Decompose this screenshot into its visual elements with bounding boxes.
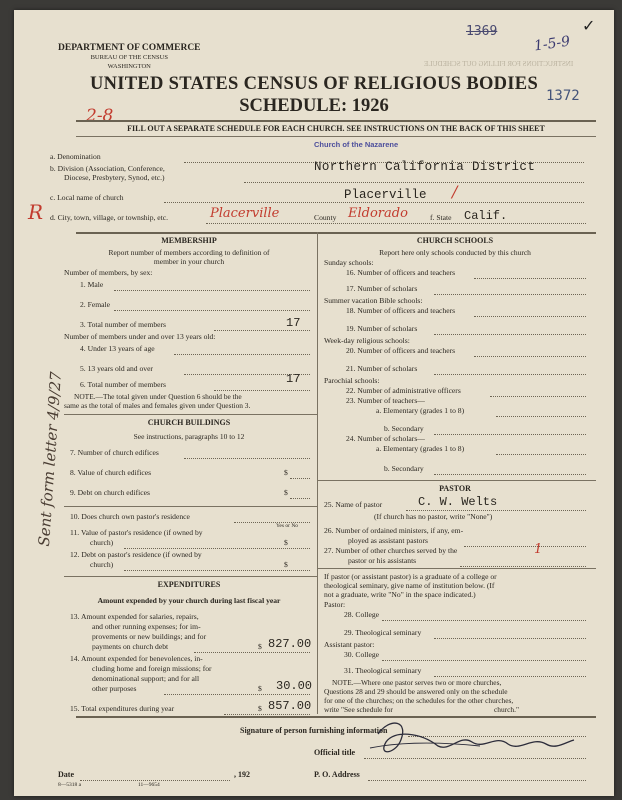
state-value: Calif. (464, 209, 508, 223)
q28-label: 28. College (344, 610, 380, 619)
margin-handwritten-note: Sent form letter 4/9/27 (34, 370, 66, 548)
q25-value: C. W. Welts (418, 495, 498, 509)
official-title-label: Official title (314, 748, 356, 757)
rule-sections (76, 232, 596, 234)
q16-label: 16. Number of officers and teachers (346, 268, 456, 277)
denomination-label: a. Denomination (50, 152, 101, 161)
graduate-note-1: If pastor (or assistant pastor) is a graduate of a college or (324, 572, 497, 581)
graduate-note-3: not a graduate, write "No" in the space indicated.) (324, 590, 476, 599)
membership-sub2: member in your church (153, 257, 225, 266)
yes-or-no: Yes or No (276, 523, 299, 529)
q27-label-a: 27. Number of other churches served by the (324, 546, 458, 555)
q11-label-a: 11. Value of pastor's residence (if owned by (70, 528, 203, 537)
buildings-sub: See instructions, paragraphs 10 to 12 (133, 432, 245, 441)
handwritten-date: 1-5-9 (533, 33, 572, 55)
q1-label: 1. Male (80, 280, 104, 289)
summer-schools: Summer vacation Bible schools: (324, 296, 423, 305)
ghost-header-text: INSTRUCTIONS FOR FILLING OUT SCHEDULE (424, 60, 574, 68)
q18-line (474, 316, 586, 317)
q10-label: 10. Does church own pastor's residence (70, 512, 190, 521)
q14-label-c: denominational support; and for all (92, 674, 200, 683)
church-name-label: c. Local name of church (50, 193, 124, 202)
q15-label: 15. Total expenditures during year (70, 704, 175, 713)
q25-note: (If church has no pastor, write "None") (374, 512, 493, 521)
sunday-schools: Sunday schools: (324, 258, 374, 267)
q24a-label: a. Elementary (grades 1 to 8) (376, 444, 465, 453)
q23-label: 23. Number of teachers— (346, 396, 425, 405)
division-label: b. Division (Association, Conference, (50, 164, 165, 173)
q24b-line (434, 474, 586, 475)
q15-line (224, 714, 310, 715)
q31-label: 31. Theological seminary (344, 666, 422, 675)
schools-sub: Report here only schools conducted by this church (379, 248, 531, 257)
q13-label-c: provements or new buildings; and for (92, 632, 207, 641)
rule-top (76, 120, 596, 122)
county-value: Eldorado (348, 206, 408, 221)
pastor-note-2: Questions 28 and 29 should be answered only on the schedule (324, 687, 508, 696)
q6-line (214, 390, 310, 391)
q30-line (382, 660, 586, 661)
q24b-label: b. Secondary (384, 464, 424, 473)
q24a-line (496, 454, 586, 455)
q2-label: 2. Female (80, 300, 110, 309)
q3-value: 17 (286, 316, 301, 330)
q20-label: 20. Number of officers and teachers (346, 346, 456, 355)
department-block (58, 44, 201, 71)
q16-line (474, 278, 586, 279)
dept-name: DEPARTMENT OF COMMERCE (58, 43, 201, 53)
q29-label: 29. Theological seminary (344, 628, 422, 637)
membership-sub1: Report number of members according to definition of (108, 248, 270, 257)
q8-line (290, 478, 310, 479)
q8-dollar: $ (284, 468, 288, 477)
q28-line (382, 620, 586, 621)
official-title-line (364, 758, 586, 759)
q27-label-b: pastor or his assistants (348, 556, 417, 565)
church-name-line (164, 202, 584, 203)
parochial-schools: Parochial schools: (324, 376, 380, 385)
q13-line (194, 652, 310, 653)
pastor-note-4: write "See schedule for (324, 705, 393, 714)
q23b-line (434, 434, 586, 435)
schedule-title: SCHEDULE: 1926 (239, 96, 389, 116)
q20-line (474, 356, 586, 357)
under-over-13: Number of members under and over 13 years old: (64, 332, 216, 341)
rule-q10 (64, 506, 317, 507)
membership-heading: MEMBERSHIP (161, 236, 217, 245)
weekday-schools: Week-day religious schools: (324, 336, 410, 345)
q29-line (434, 638, 586, 639)
q21-line (434, 374, 586, 375)
instruction-line: FILL OUT A SEPARATE SCHEDULE FOR EACH CHURCH. SEE INSTRUCTIONS ON THE BACK OF THIS SHEET (127, 124, 545, 133)
expenditures-heading: EXPENDITURES (157, 580, 221, 589)
q11-label-b: church) (90, 538, 114, 547)
pastor-note-5: church." (494, 705, 519, 714)
q31-line (434, 676, 586, 677)
q8-label: 8. Value of church edifices (70, 468, 152, 477)
q26-label-a: 26. Number of ordained ministers, if any, em- (324, 526, 464, 535)
signature-scrawl (360, 712, 590, 762)
form-code-2: 11—9654 (138, 782, 160, 788)
q10-line (234, 522, 310, 523)
q19-label: 19. Number of scholars (346, 324, 418, 333)
q12-line (124, 570, 310, 571)
rule-pastor (317, 480, 596, 481)
q24-label: 24. Number of scholars— (346, 434, 425, 443)
pastor-note-3: for one of the churches; on the schedules for the other churches, (324, 696, 514, 705)
schools-heading: CHURCH SCHOOLS (416, 236, 494, 245)
q1-line (114, 290, 310, 291)
rule-graduate (317, 568, 596, 569)
date-year: , 192 (234, 770, 250, 779)
date-label: Date (58, 770, 74, 779)
q6-label: 6. Total number of members (80, 380, 167, 389)
q7-line (184, 458, 310, 459)
county-label: County (314, 213, 337, 222)
q4-line (174, 354, 310, 355)
q9-label: 9. Debt on church edifices (70, 488, 150, 497)
rule-under-instr (76, 136, 596, 137)
q14-dollar: $ (258, 684, 262, 693)
q23a-line (496, 416, 586, 417)
buildings-heading: CHURCH BUILDINGS (147, 418, 231, 427)
assistant-pastor-label: Assistant pastor: (324, 640, 375, 649)
struck-code: 1369 (466, 24, 498, 39)
q13-label-a: 13. Amount expended for salaries, repairs, (70, 612, 199, 621)
members-by-sex: Number of members, by sex: (64, 268, 153, 277)
q17-line (434, 294, 586, 295)
q23a-label: a. Elementary (grades 1 to 8) (376, 406, 465, 415)
q25-label: 25. Name of pastor (324, 500, 383, 509)
q5-label: 5. 13 years old and over (80, 364, 153, 373)
date-line (80, 780, 230, 781)
state-label: f. State (430, 213, 452, 222)
q11-line (124, 548, 310, 549)
q4-label: 4. Under 13 years of age (80, 344, 155, 353)
r-mark: R (28, 200, 44, 224)
division-value: Northern California District (314, 160, 536, 174)
q26-label-b: ployed as assistant pastors (348, 536, 428, 545)
q14-label-b: cluding home and foreign missions; for (92, 664, 212, 673)
q21-label: 21. Number of scholars (346, 364, 418, 373)
q26-line (464, 546, 586, 547)
q14-line (164, 694, 310, 695)
q9-dollar: $ (284, 488, 288, 497)
q3-label: 3. Total number of members (80, 320, 167, 329)
q12-dollar: $ (284, 560, 288, 569)
q19-line (434, 334, 586, 335)
q7-label: 7. Number of church edifices (70, 448, 159, 457)
q2-line (114, 310, 310, 311)
city-name: WASHINGTON (107, 63, 151, 70)
serial-number: 1372 (546, 88, 580, 104)
q18-label: 18. Number of officers and teachers (346, 306, 456, 315)
q13-value: 827.00 (268, 637, 312, 651)
q17-label: 17. Number of scholars (346, 284, 418, 293)
check-mark: ✓ (582, 18, 596, 35)
division-line (244, 182, 584, 183)
q13-label-d: payments on church debt (92, 642, 169, 651)
po-address-line (368, 780, 586, 781)
q11-dollar: $ (284, 538, 288, 547)
q14-label-d: other purposes (92, 684, 137, 693)
q12-label-a: 12. Debt on pastor's residence (if owned by (70, 550, 202, 559)
q14-label-a: 14. Amount expended for benevolences, in- (70, 654, 203, 663)
q12-label-b: church) (90, 560, 114, 569)
q14-value: 30.00 (276, 679, 313, 693)
form-code-1: 8—5318 a (58, 782, 82, 788)
q15-dollar: $ (258, 704, 262, 713)
division-label-2: Diocese, Presbytery, Synod, etc.) (64, 173, 165, 182)
q6-value: 17 (286, 372, 301, 386)
membership-note-1: NOTE.—The total given under Question 6 should be the (74, 392, 242, 401)
q13-label-b: and other running expenses; for im- (92, 622, 201, 631)
q30-label: 30. College (344, 650, 380, 659)
rule-expenditures (64, 576, 317, 577)
handwritten-mark-2-8: 2-8 (86, 106, 114, 126)
q27-line (460, 566, 586, 567)
pastor-label: Pastor: (324, 600, 346, 609)
q22-line (490, 396, 586, 397)
q25-line (406, 510, 586, 511)
signature-label: Signature of person furnishing information (240, 726, 388, 735)
center-divider (317, 232, 318, 714)
q15-value: 857.00 (268, 699, 312, 713)
q13-dollar: $ (258, 642, 262, 651)
pastor-heading: PASTOR (439, 484, 471, 493)
q22-label: 22. Number of administrative officers (346, 386, 461, 395)
city-line (206, 223, 586, 224)
q27-value: 1 (534, 542, 543, 557)
graduate-note-2: theological seminary, give name of institution below. (If (324, 581, 495, 590)
denomination-stamp: Church of the Nazarene (314, 140, 399, 149)
bureau-name: BUREAU OF THE CENSUS (90, 54, 168, 61)
po-address-label: P. O. Address (314, 770, 360, 779)
q3-line (214, 330, 310, 331)
church-name-tick: / (452, 182, 458, 201)
pastor-note-1: NOTE.—Where one pastor serves two or more churches, (332, 678, 502, 687)
expenditures-sub: Amount expended by your church during last fiscal year (97, 596, 281, 605)
form-title: UNITED STATES CENSUS OF RELIGIOUS BODIES (89, 74, 539, 94)
census-form-sheet (14, 10, 614, 796)
city-label: d. City, town, village, or township, etc. (50, 213, 169, 222)
membership-note-2: same as the total of males and females given under Question 3. (64, 401, 251, 410)
rule-buildings (64, 414, 317, 415)
church-name-value: Placerville (344, 188, 427, 202)
q23b-label: b. Secondary (384, 424, 424, 433)
membership-section (64, 236, 314, 266)
city-value: Placerville (210, 206, 280, 221)
q9-line (290, 498, 310, 499)
